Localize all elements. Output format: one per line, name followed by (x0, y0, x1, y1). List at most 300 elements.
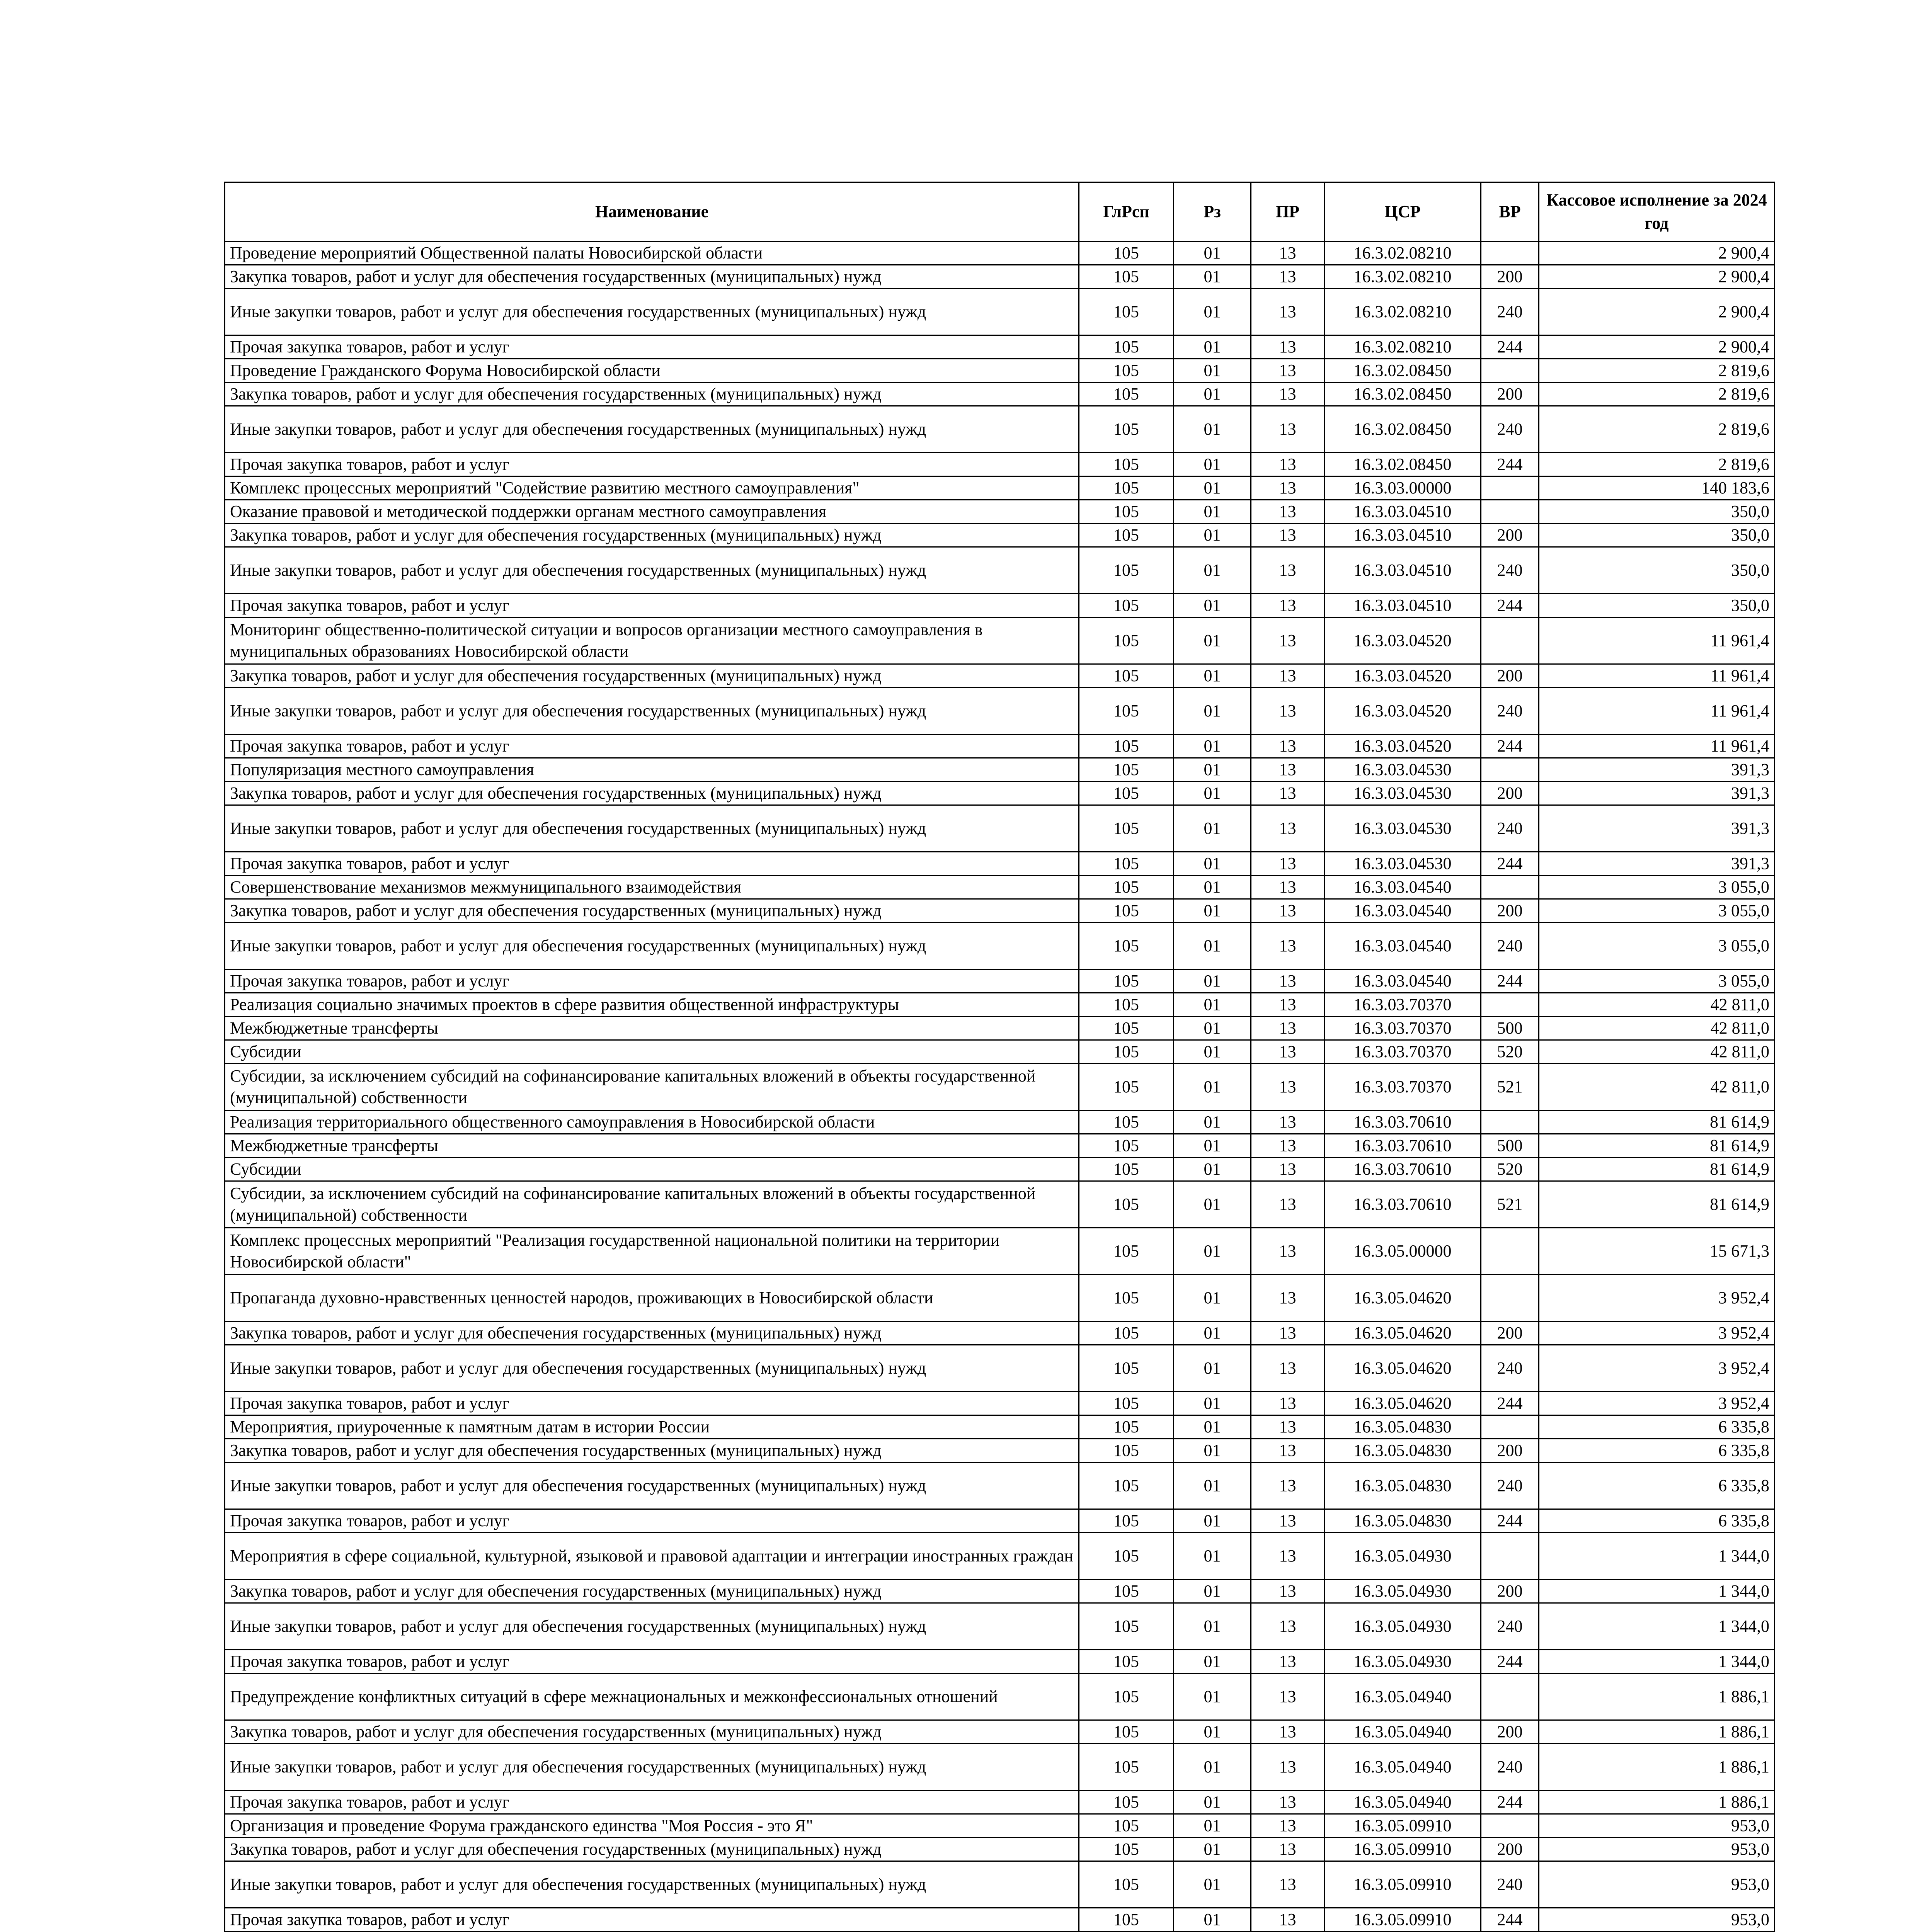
cell-amount: 3 055,0 (1539, 969, 1775, 993)
table-row (225, 1509, 1775, 1533)
document-page (224, 182, 1774, 1932)
cell-glrsp: 105 (1079, 782, 1174, 805)
cell-rz: 01 (1174, 1791, 1251, 1814)
cell-amount: 391,3 (1539, 782, 1775, 805)
cell-vr: 240 (1481, 1861, 1539, 1908)
cell-pr: 13 (1251, 1111, 1325, 1134)
cell-csr: 16.3.03.04520 (1325, 688, 1481, 735)
cell-rz: 01 (1174, 1345, 1251, 1392)
cell-glrsp: 105 (1079, 1064, 1174, 1111)
cell-vr (1481, 993, 1539, 1017)
cell-amount: 81 614,9 (1539, 1134, 1775, 1158)
cell-csr: 16.3.03.04510 (1325, 500, 1481, 524)
cell-vr: 200 (1481, 265, 1539, 289)
cell-vr: 200 (1481, 1439, 1539, 1463)
cell-vr (1481, 1111, 1539, 1134)
header-glrsp: ГлРсп (1079, 182, 1174, 242)
cell-csr: 16.3.03.70610 (1325, 1158, 1481, 1181)
table-row (225, 1650, 1775, 1673)
cell-pr: 13 (1251, 1673, 1325, 1720)
cell-glrsp: 105 (1079, 383, 1174, 406)
cell-name: Пропаганда духовно-нравственных ценностей народов, проживающих в Новосибирской области (225, 1275, 1079, 1321)
cell-amount: 140 183,6 (1539, 476, 1775, 500)
cell-rz: 01 (1174, 1509, 1251, 1533)
cell-vr: 240 (1481, 1603, 1539, 1650)
cell-amount: 42 811,0 (1539, 1040, 1775, 1064)
cell-csr: 16.3.03.70370 (1325, 1040, 1481, 1064)
cell-csr: 16.3.02.08450 (1325, 453, 1481, 476)
table-row (225, 265, 1775, 289)
cell-pr: 13 (1251, 1744, 1325, 1791)
table-row (225, 242, 1775, 265)
cell-pr: 13 (1251, 406, 1325, 453)
cell-csr: 16.3.05.09910 (1325, 1908, 1481, 1932)
cell-amount: 1 344,0 (1539, 1603, 1775, 1650)
cell-csr: 16.3.05.04830 (1325, 1415, 1481, 1439)
cell-vr: 240 (1481, 1345, 1539, 1392)
cell-rz: 01 (1174, 1321, 1251, 1345)
cell-rz: 01 (1174, 289, 1251, 335)
cell-pr: 13 (1251, 993, 1325, 1017)
cell-name: Прочая закупка товаров, работ и услуг (225, 335, 1079, 359)
table-row (225, 359, 1775, 383)
cell-glrsp: 105 (1079, 1228, 1174, 1275)
table-row (225, 1814, 1775, 1838)
cell-name: Прочая закупка товаров, работ и услуг (225, 1791, 1079, 1814)
cell-glrsp: 105 (1079, 406, 1174, 453)
cell-name: Прочая закупка товаров, работ и услуг (225, 852, 1079, 876)
cell-csr: 16.3.05.04930 (1325, 1580, 1481, 1603)
cell-csr: 16.3.05.04940 (1325, 1673, 1481, 1720)
table-row (225, 547, 1775, 594)
table-row (225, 1111, 1775, 1134)
cell-glrsp: 105 (1079, 547, 1174, 594)
table-row (225, 1439, 1775, 1463)
cell-pr: 13 (1251, 1345, 1325, 1392)
table-row (225, 453, 1775, 476)
table-row (225, 335, 1775, 359)
table-header-row (225, 182, 1775, 242)
cell-vr: 244 (1481, 594, 1539, 617)
cell-csr: 16.3.03.04540 (1325, 899, 1481, 923)
cell-pr: 13 (1251, 1181, 1325, 1228)
cell-rz: 01 (1174, 1720, 1251, 1744)
cell-rz: 01 (1174, 1040, 1251, 1064)
cell-name: Закупка товаров, работ и услуг для обеспечения государственных (муниципальных) нужд (225, 524, 1079, 547)
cell-pr: 13 (1251, 805, 1325, 852)
table-row (225, 852, 1775, 876)
cell-name: Организация и проведение Форума гражданского единства "Моя Россия - это Я" (225, 1814, 1079, 1838)
cell-pr: 13 (1251, 923, 1325, 969)
cell-pr: 13 (1251, 547, 1325, 594)
cell-amount: 953,0 (1539, 1861, 1775, 1908)
table-row (225, 1463, 1775, 1509)
cell-amount: 3 055,0 (1539, 899, 1775, 923)
cell-rz: 01 (1174, 1228, 1251, 1275)
cell-rz: 01 (1174, 805, 1251, 852)
cell-vr: 200 (1481, 899, 1539, 923)
cell-name: Иные закупки товаров, работ и услуг для обеспечения государственных (муниципальных) нужд (225, 805, 1079, 852)
cell-glrsp: 105 (1079, 1744, 1174, 1791)
cell-vr: 244 (1481, 1509, 1539, 1533)
table-row (225, 1603, 1775, 1650)
header-amount: Кассовое исполнение за 2024 год (1539, 182, 1775, 242)
cell-csr: 16.3.05.04830 (1325, 1509, 1481, 1533)
cell-name: Прочая закупка товаров, работ и услуг (225, 1392, 1079, 1415)
table-row (225, 1321, 1775, 1345)
cell-csr: 16.3.03.70370 (1325, 1064, 1481, 1111)
cell-vr: 244 (1481, 1791, 1539, 1814)
cell-pr: 13 (1251, 524, 1325, 547)
cell-amount: 1 886,1 (1539, 1673, 1775, 1720)
table-row (225, 1580, 1775, 1603)
cell-csr: 16.3.05.04930 (1325, 1650, 1481, 1673)
cell-pr: 13 (1251, 594, 1325, 617)
table-row (225, 688, 1775, 735)
cell-csr: 16.3.05.04930 (1325, 1603, 1481, 1650)
cell-name: Прочая закупка товаров, работ и услуг (225, 453, 1079, 476)
cell-name: Предупреждение конфликтных ситуаций в сфере межнациональных и межконфессиональных отношений (225, 1673, 1079, 1720)
cell-name: Закупка товаров, работ и услуг для обеспечения государственных (муниципальных) нужд (225, 383, 1079, 406)
cell-amount: 11 961,4 (1539, 735, 1775, 758)
cell-glrsp: 105 (1079, 500, 1174, 524)
cell-name: Закупка товаров, работ и услуг для обеспечения государственных (муниципальных) нужд (225, 265, 1079, 289)
cell-vr: 200 (1481, 1321, 1539, 1345)
cell-rz: 01 (1174, 688, 1251, 735)
header-csr: ЦСР (1325, 182, 1481, 242)
header-vr: ВР (1481, 182, 1539, 242)
cell-amount: 953,0 (1539, 1908, 1775, 1932)
cell-name: Иные закупки товаров, работ и услуг для обеспечения государственных (муниципальных) нужд (225, 289, 1079, 335)
cell-rz: 01 (1174, 594, 1251, 617)
cell-csr: 16.3.05.04620 (1325, 1321, 1481, 1345)
table-row (225, 524, 1775, 547)
cell-csr: 16.3.03.04530 (1325, 782, 1481, 805)
cell-glrsp: 105 (1079, 993, 1174, 1017)
cell-rz: 01 (1174, 923, 1251, 969)
cell-amount: 2 900,4 (1539, 242, 1775, 265)
cell-rz: 01 (1174, 664, 1251, 688)
cell-amount: 6 335,8 (1539, 1463, 1775, 1509)
cell-csr: 16.3.03.04510 (1325, 547, 1481, 594)
cell-glrsp: 105 (1079, 1791, 1174, 1814)
table-row (225, 289, 1775, 335)
cell-name: Реализация территориального общественного самоуправления в Новосибирской области (225, 1111, 1079, 1134)
table-row (225, 594, 1775, 617)
cell-glrsp: 105 (1079, 1650, 1174, 1673)
cell-amount: 11 961,4 (1539, 617, 1775, 664)
cell-rz: 01 (1174, 383, 1251, 406)
cell-name: Проведение Гражданского Форума Новосибирской области (225, 359, 1079, 383)
cell-csr: 16.3.05.04830 (1325, 1463, 1481, 1509)
cell-rz: 01 (1174, 899, 1251, 923)
cell-csr: 16.3.03.04530 (1325, 758, 1481, 782)
cell-glrsp: 105 (1079, 852, 1174, 876)
cell-pr: 13 (1251, 782, 1325, 805)
table-row (225, 899, 1775, 923)
cell-amount: 350,0 (1539, 524, 1775, 547)
cell-amount: 3 952,4 (1539, 1321, 1775, 1345)
cell-pr: 13 (1251, 852, 1325, 876)
cell-glrsp: 105 (1079, 899, 1174, 923)
cell-vr (1481, 500, 1539, 524)
cell-pr: 13 (1251, 617, 1325, 664)
cell-amount: 3 952,4 (1539, 1345, 1775, 1392)
cell-name: Иные закупки товаров, работ и услуг для обеспечения государственных (муниципальных) нужд (225, 1603, 1079, 1650)
cell-vr: 200 (1481, 782, 1539, 805)
cell-vr: 500 (1481, 1017, 1539, 1040)
cell-vr (1481, 359, 1539, 383)
table-row (225, 1064, 1775, 1111)
table-row (225, 1392, 1775, 1415)
table-row (225, 383, 1775, 406)
cell-csr: 16.3.02.08210 (1325, 335, 1481, 359)
cell-csr: 16.3.05.04930 (1325, 1533, 1481, 1580)
cell-glrsp: 105 (1079, 1158, 1174, 1181)
cell-rz: 01 (1174, 1275, 1251, 1321)
cell-pr: 13 (1251, 1228, 1325, 1275)
table-row (225, 500, 1775, 524)
cell-csr: 16.3.03.04520 (1325, 617, 1481, 664)
cell-amount: 1 344,0 (1539, 1533, 1775, 1580)
header-name: Наименование (225, 182, 1079, 242)
cell-csr: 16.3.05.04620 (1325, 1275, 1481, 1321)
cell-rz: 01 (1174, 524, 1251, 547)
cell-pr: 13 (1251, 1603, 1325, 1650)
table-row (225, 1861, 1775, 1908)
cell-glrsp: 105 (1079, 476, 1174, 500)
table-row (225, 1673, 1775, 1720)
table-row (225, 1791, 1775, 1814)
cell-vr (1481, 876, 1539, 899)
cell-glrsp: 105 (1079, 1861, 1174, 1908)
cell-amount: 3 952,4 (1539, 1275, 1775, 1321)
cell-rz: 01 (1174, 500, 1251, 524)
cell-pr: 13 (1251, 289, 1325, 335)
cell-glrsp: 105 (1079, 1181, 1174, 1228)
cell-amount: 391,3 (1539, 758, 1775, 782)
cell-vr: 244 (1481, 735, 1539, 758)
cell-vr (1481, 1673, 1539, 1720)
cell-name: Иные закупки товаров, работ и услуг для обеспечения государственных (муниципальных) нужд (225, 688, 1079, 735)
cell-name: Прочая закупка товаров, работ и услуг (225, 1509, 1079, 1533)
cell-glrsp: 105 (1079, 1603, 1174, 1650)
cell-amount: 11 961,4 (1539, 688, 1775, 735)
cell-amount: 42 811,0 (1539, 1017, 1775, 1040)
cell-amount: 2 819,6 (1539, 453, 1775, 476)
cell-pr: 13 (1251, 1463, 1325, 1509)
cell-name: Мероприятия в сфере социальной, культурной, языковой и правовой адаптации и интеграции иностранных граждан (225, 1533, 1079, 1580)
cell-pr: 13 (1251, 476, 1325, 500)
table-row (225, 969, 1775, 993)
cell-pr: 13 (1251, 1415, 1325, 1439)
cell-name: Прочая закупка товаров, работ и услуг (225, 1650, 1079, 1673)
cell-name: Субсидии, за исключением субсидий на софинансирование капитальных вложений в объекты государственной (муниципальной) собственности (225, 1064, 1079, 1111)
cell-rz: 01 (1174, 1134, 1251, 1158)
cell-glrsp: 105 (1079, 758, 1174, 782)
cell-glrsp: 105 (1079, 1673, 1174, 1720)
cell-rz: 01 (1174, 1463, 1251, 1509)
cell-vr: 521 (1481, 1064, 1539, 1111)
cell-glrsp: 105 (1079, 1134, 1174, 1158)
cell-glrsp: 105 (1079, 1017, 1174, 1040)
cell-rz: 01 (1174, 735, 1251, 758)
cell-csr: 16.3.02.08450 (1325, 406, 1481, 453)
cell-glrsp: 105 (1079, 453, 1174, 476)
cell-pr: 13 (1251, 758, 1325, 782)
cell-pr: 13 (1251, 1814, 1325, 1838)
table-row (225, 735, 1775, 758)
cell-amount: 42 811,0 (1539, 993, 1775, 1017)
cell-pr: 13 (1251, 1321, 1325, 1345)
cell-csr: 16.3.02.08210 (1325, 242, 1481, 265)
cell-csr: 16.3.03.04510 (1325, 524, 1481, 547)
cell-rz: 01 (1174, 782, 1251, 805)
cell-vr: 240 (1481, 289, 1539, 335)
cell-rz: 01 (1174, 993, 1251, 1017)
table-row (225, 923, 1775, 969)
cell-pr: 13 (1251, 899, 1325, 923)
cell-rz: 01 (1174, 1838, 1251, 1861)
cell-glrsp: 105 (1079, 1415, 1174, 1439)
cell-name: Закупка товаров, работ и услуг для обеспечения государственных (муниципальных) нужд (225, 782, 1079, 805)
cell-rz: 01 (1174, 1439, 1251, 1463)
cell-vr: 244 (1481, 1650, 1539, 1673)
cell-pr: 13 (1251, 383, 1325, 406)
cell-pr: 13 (1251, 1134, 1325, 1158)
cell-glrsp: 105 (1079, 289, 1174, 335)
cell-glrsp: 105 (1079, 1392, 1174, 1415)
table-row (225, 876, 1775, 899)
cell-glrsp: 105 (1079, 1275, 1174, 1321)
cell-amount: 11 961,4 (1539, 664, 1775, 688)
cell-vr: 200 (1481, 1838, 1539, 1861)
cell-glrsp: 105 (1079, 664, 1174, 688)
cell-rz: 01 (1174, 265, 1251, 289)
table-row (225, 1415, 1775, 1439)
cell-glrsp: 105 (1079, 1838, 1174, 1861)
cell-glrsp: 105 (1079, 1720, 1174, 1744)
cell-name: Мероприятия, приуроченные к памятным датам в истории России (225, 1415, 1079, 1439)
cell-vr: 240 (1481, 1744, 1539, 1791)
cell-glrsp: 105 (1079, 1908, 1174, 1932)
cell-amount: 1 886,1 (1539, 1791, 1775, 1814)
cell-vr: 200 (1481, 524, 1539, 547)
cell-vr: 520 (1481, 1040, 1539, 1064)
cell-name: Закупка товаров, работ и услуг для обеспечения государственных (муниципальных) нужд (225, 1838, 1079, 1861)
cell-pr: 13 (1251, 1791, 1325, 1814)
table-row (225, 1744, 1775, 1791)
cell-vr (1481, 758, 1539, 782)
cell-amount: 6 335,8 (1539, 1509, 1775, 1533)
cell-vr (1481, 1228, 1539, 1275)
cell-pr: 13 (1251, 1040, 1325, 1064)
cell-name: Проведение мероприятий Общественной палаты Новосибирской области (225, 242, 1079, 265)
cell-vr: 244 (1481, 1908, 1539, 1932)
cell-glrsp: 105 (1079, 805, 1174, 852)
cell-csr: 16.3.03.70610 (1325, 1181, 1481, 1228)
cell-vr: 200 (1481, 383, 1539, 406)
cell-name: Совершенствование механизмов межмуниципального взаимодействия (225, 876, 1079, 899)
cell-amount: 2 819,6 (1539, 406, 1775, 453)
cell-glrsp: 105 (1079, 242, 1174, 265)
cell-csr: 16.3.05.09910 (1325, 1861, 1481, 1908)
cell-csr: 16.3.03.04510 (1325, 594, 1481, 617)
cell-name: Межбюджетные трансферты (225, 1017, 1079, 1040)
cell-name: Субсидии (225, 1040, 1079, 1064)
cell-amount: 3 055,0 (1539, 923, 1775, 969)
cell-rz: 01 (1174, 1650, 1251, 1673)
table-row (225, 1134, 1775, 1158)
cell-vr: 244 (1481, 1392, 1539, 1415)
cell-vr (1481, 476, 1539, 500)
cell-csr: 16.3.03.04520 (1325, 735, 1481, 758)
cell-csr: 16.3.03.04540 (1325, 969, 1481, 993)
cell-csr: 16.3.05.04940 (1325, 1720, 1481, 1744)
cell-name: Закупка товаров, работ и услуг для обеспечения государственных (муниципальных) нужд (225, 1321, 1079, 1345)
cell-name: Субсидии, за исключением субсидий на софинансирование капитальных вложений в объекты государственной (муниципальной) собственности (225, 1181, 1079, 1228)
cell-amount: 2 819,6 (1539, 359, 1775, 383)
cell-rz: 01 (1174, 406, 1251, 453)
cell-vr: 240 (1481, 923, 1539, 969)
cell-csr: 16.3.03.04530 (1325, 852, 1481, 876)
cell-rz: 01 (1174, 453, 1251, 476)
cell-name: Иные закупки товаров, работ и услуг для обеспечения государственных (муниципальных) нужд (225, 1463, 1079, 1509)
table-row (225, 1181, 1775, 1228)
cell-csr: 16.3.05.04620 (1325, 1345, 1481, 1392)
cell-amount: 81 614,9 (1539, 1158, 1775, 1181)
cell-pr: 13 (1251, 1650, 1325, 1673)
cell-rz: 01 (1174, 1908, 1251, 1932)
cell-pr: 13 (1251, 1580, 1325, 1603)
cell-csr: 16.3.03.70370 (1325, 1017, 1481, 1040)
cell-name: Закупка товаров, работ и услуг для обеспечения государственных (муниципальных) нужд (225, 1439, 1079, 1463)
cell-csr: 16.3.05.09910 (1325, 1838, 1481, 1861)
cell-glrsp: 105 (1079, 969, 1174, 993)
cell-amount: 953,0 (1539, 1814, 1775, 1838)
cell-rz: 01 (1174, 359, 1251, 383)
cell-name: Прочая закупка товаров, работ и услуг (225, 1908, 1079, 1932)
cell-glrsp: 105 (1079, 1509, 1174, 1533)
cell-rz: 01 (1174, 876, 1251, 899)
cell-name: Реализация социально значимых проектов в сфере развития общественной инфраструктуры (225, 993, 1079, 1017)
cell-amount: 6 335,8 (1539, 1415, 1775, 1439)
cell-pr: 13 (1251, 969, 1325, 993)
cell-rz: 01 (1174, 335, 1251, 359)
cell-name: Прочая закупка товаров, работ и услуг (225, 594, 1079, 617)
cell-csr: 16.3.05.04940 (1325, 1744, 1481, 1791)
table-row (225, 1838, 1775, 1861)
cell-csr: 16.3.03.70610 (1325, 1134, 1481, 1158)
cell-vr (1481, 242, 1539, 265)
cell-vr: 244 (1481, 969, 1539, 993)
cell-amount: 1 344,0 (1539, 1580, 1775, 1603)
cell-csr: 16.3.03.70370 (1325, 993, 1481, 1017)
cell-amount: 3 055,0 (1539, 876, 1775, 899)
cell-vr (1481, 1415, 1539, 1439)
cell-name: Прочая закупка товаров, работ и услуг (225, 969, 1079, 993)
cell-name: Закупка товаров, работ и услуг для обеспечения государственных (муниципальных) нужд (225, 899, 1079, 923)
cell-glrsp: 105 (1079, 1439, 1174, 1463)
cell-name: Межбюджетные трансферты (225, 1134, 1079, 1158)
cell-glrsp: 105 (1079, 1463, 1174, 1509)
cell-amount: 2 819,6 (1539, 383, 1775, 406)
cell-name: Иные закупки товаров, работ и услуг для обеспечения государственных (муниципальных) нужд (225, 1861, 1079, 1908)
table-row (225, 1533, 1775, 1580)
cell-pr: 13 (1251, 1908, 1325, 1932)
cell-glrsp: 105 (1079, 594, 1174, 617)
cell-vr: 500 (1481, 1134, 1539, 1158)
